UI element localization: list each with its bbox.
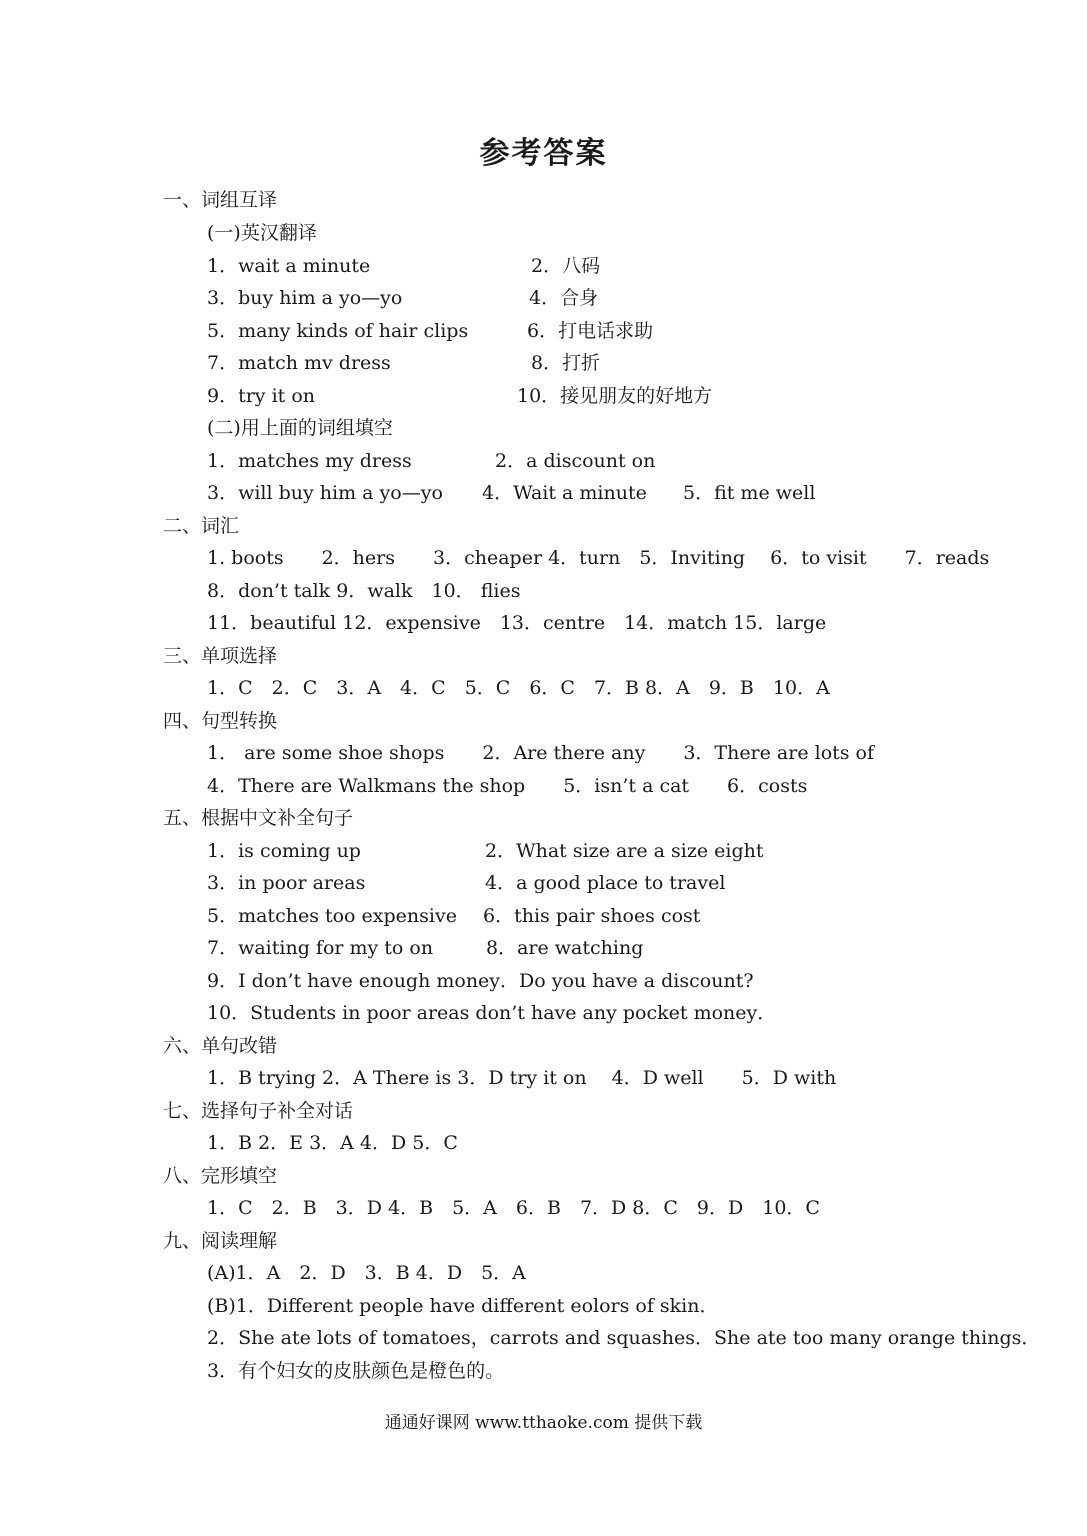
answer-line: 6．this pair shoes cost [483, 905, 701, 927]
answer-line: 7．waiting for my to on [207, 937, 434, 959]
page-footer: 通通好课网 www.tthaoke.com 提供下载 [384, 1413, 703, 1433]
subsection-heading-2: (二)用上面的词组填空 [207, 417, 393, 439]
answer-line: 8．don’t talk 9．walk 10． flies [207, 580, 521, 602]
answer-line: 9．try it on [207, 385, 316, 407]
answer-line: (A)1．A 2．D 3．B 4．D 5．A [207, 1262, 526, 1284]
section-heading-4: 四、句型转换 [163, 710, 278, 732]
answer-line: 2．She ate lots of tomatoes，carrots and squashes．She ate too many orange things． [207, 1327, 1041, 1349]
answer-line: 5．many kinds of hair clips [207, 320, 469, 342]
answer-line: 4．There are Walkmans the shop 5．isn’t a cat 6．costs [207, 775, 808, 797]
answer-line: 3．will buy him a yo—yo [207, 482, 443, 504]
answer-line: 9．I don’t have enough money．Do you have a discount? [207, 970, 754, 992]
answer-line: 7．match mv dress [207, 352, 391, 374]
section-heading-2: 二、词汇 [163, 515, 240, 537]
answer-line: 8．are watching [486, 937, 644, 959]
answer-line: 4．合身 [529, 287, 599, 309]
answer-line: (B)1．Different people have different eolors of skin． [207, 1295, 719, 1317]
section-heading-3: 三、单项选择 [163, 645, 278, 667]
answer-line: 1． are some shoe shops 2．Are there any 3．There are lots of [207, 742, 875, 764]
answer-line: 11．beautiful 12．expensive 13．centre 14．match 15．large [207, 612, 827, 634]
answer-line: 8．打折 [531, 352, 601, 374]
section-heading-5: 五、根据中文补全句子 [163, 807, 354, 829]
subsection-heading-1: (一)英汉翻译 [207, 222, 317, 244]
answer-line: 2．八码 [531, 255, 601, 277]
section-heading-1: 一、词组互译 [163, 189, 278, 211]
answer-line: 1. boots 2．hers 3．cheaper 4．turn 5．Inviting 6．to visit 7．reads [207, 547, 990, 569]
answer-line: 3．buy him a yo—yo [207, 287, 403, 309]
answer-line: 5．matches too expensive [207, 905, 457, 927]
answer-line: 1．C 2．C 3．A 4．C 5．C 6．C 7．B 8．A 9．B 10．A [207, 677, 830, 699]
answer-line: 1．is coming up [207, 840, 361, 862]
section-heading-9: 九、阅读理解 [163, 1230, 278, 1252]
answer-line: 6．打电话求助 [527, 320, 654, 342]
answer-line: 1．B 2．E 3．A 4．D 5．C [207, 1132, 458, 1154]
answer-line: 10．接见朋友的好地方 [517, 385, 713, 407]
section-heading-7: 七、选择句子补全对话 [163, 1100, 354, 1122]
answer-line: 3．in poor areas [207, 872, 366, 894]
section-heading-6: 六、单句改错 [163, 1035, 278, 1057]
answer-line: 1．C 2．B 3．D 4．B 5．A 6．B 7．D 8．C 9．D 10．C [207, 1197, 820, 1219]
section-heading-8: 八、完形填空 [163, 1165, 278, 1187]
answer-line: 1．wait a minute [207, 255, 371, 277]
page-title: 参考答案 [479, 136, 608, 171]
answer-line: 4．Wait a minute [482, 482, 647, 504]
answer-line: 2．a discount on [495, 450, 656, 472]
answer-line: 1．B trying 2．A There is 3．D try it on 4．D well 5．D with [207, 1067, 837, 1089]
answer-line: 10．Students in poor areas don’t have any pocket money． [207, 1002, 777, 1024]
answer-line: 2．What size are a size eight [485, 840, 764, 862]
answer-line: 3．有个妇女的皮肤颜色是橙色的。 [207, 1360, 505, 1382]
answer-line: 1．matches my dress [207, 450, 412, 472]
answer-line: 4．a good place to travel [485, 872, 726, 894]
answer-line: 5．fit me well [683, 482, 816, 504]
